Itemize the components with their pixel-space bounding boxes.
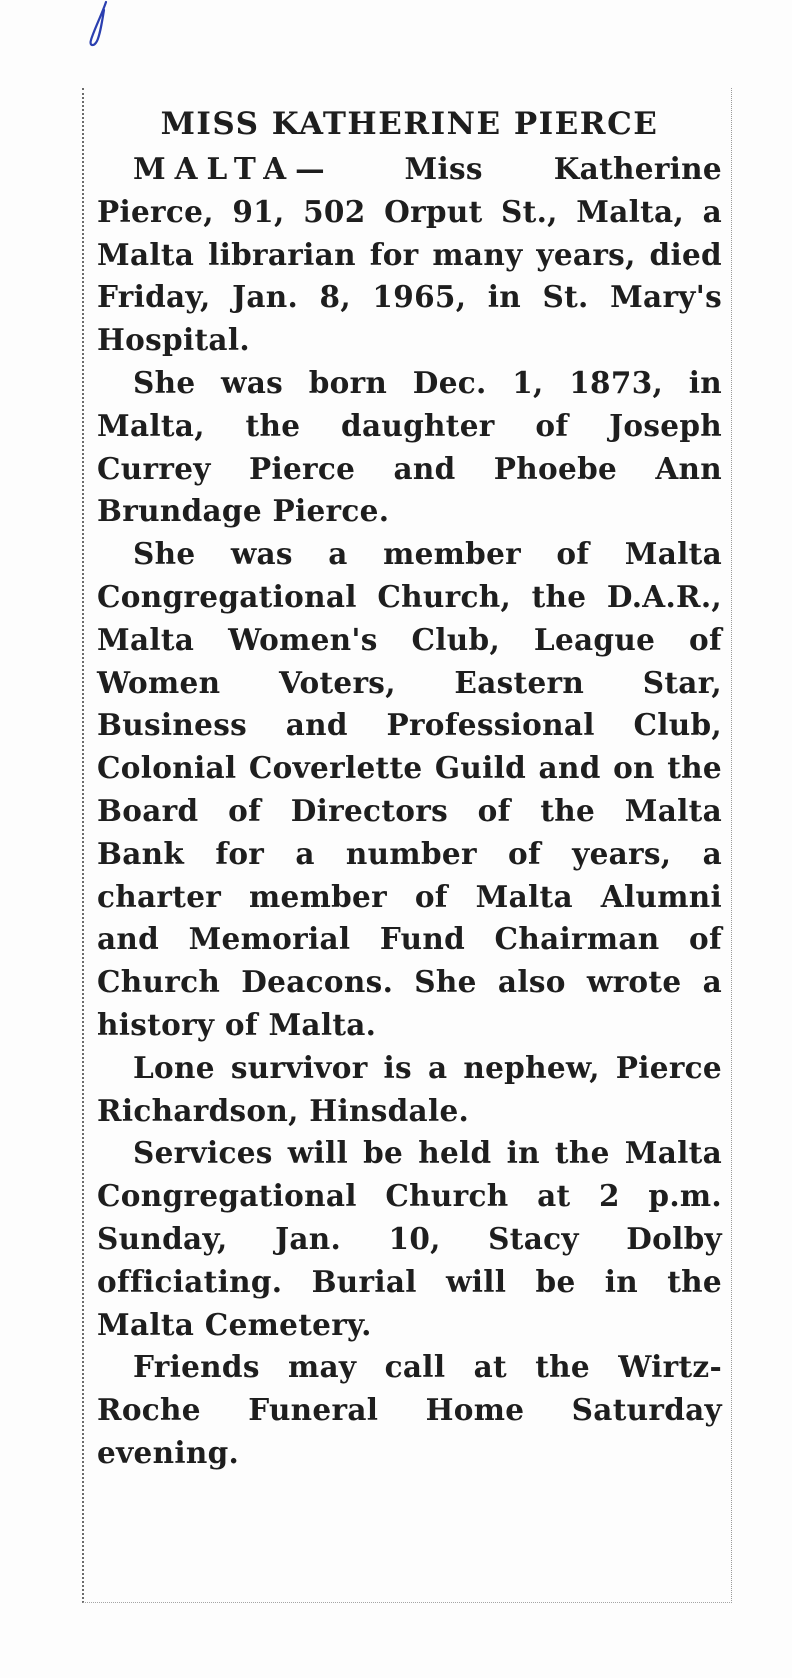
obituary-paragraph-memberships: She was a member of Malta Congregational Church, the D.A.R., Malta Women's Club, League of Women Voters, Eastern Star, Business and Professional Club, Colonial Coverlette Guild and on the Board of Directors of the Malta Bank for a number of years, a charter member of Malta Alumni and Memorial Fund Chairman of Church Deacons. She also wrote a history of Malta. [97,536,722,1042]
dateline: MALTA— [133,151,334,186]
obituary-headline: MISS KATHERINE PIERCE [160,106,659,142]
obituary-paragraph-services: Services will be held in the Malta Congregational Church at 2 p.m. Sunday, Jan. 10, Stacy Dolby officiating. Burial will be in the Malta Cemetery. [97,1135,722,1342]
lead-text: Miss Katherine Pierce, 91, 502 Orput St., Malta, a Malta librarian for many years, died Friday, Jan. 8, 1965, in St. Mary's Hospital. [97,151,722,358]
obituary-column [97,102,722,1475]
obituary-paragraph-birth: She was born Dec. 1, 1873, in Malta, the daughter of Joseph Currey Pierce and Phoebe Ann Brundage Pierce. [97,364,722,529]
handwritten-pen-mark [80,0,200,60]
obituary-paragraph-visitation: Friends may call at the Wirtz-Roche Funeral Home Saturday evening. [97,1349,722,1470]
obituary-paragraph-survivor: Lone survivor is a nephew, Pierce Richardson, Hinsdale. [97,1049,722,1128]
obituary-paragraph-lead [97,148,722,362]
